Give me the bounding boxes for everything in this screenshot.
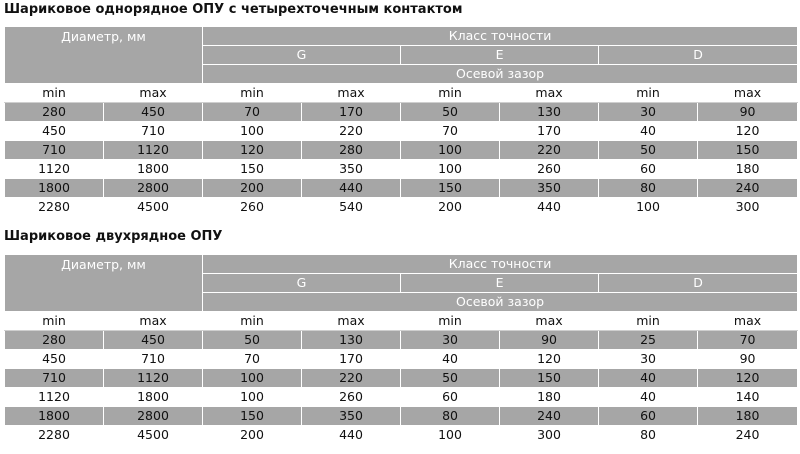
table-cell: 60 xyxy=(599,160,698,179)
table-cell: 120 xyxy=(698,369,798,388)
min-max-header: min xyxy=(599,312,698,331)
table-cell: 2800 xyxy=(104,407,203,426)
table-cell: 180 xyxy=(500,388,599,407)
diameter-header: Диаметр, мм xyxy=(5,255,203,312)
min-max-row xyxy=(5,84,798,103)
table-cell: 100 xyxy=(401,141,500,160)
table-cell: 40 xyxy=(599,369,698,388)
table-cell: 280 xyxy=(5,103,104,122)
table-row xyxy=(5,103,798,122)
table-cell: 2280 xyxy=(5,426,104,445)
table-cell: 280 xyxy=(5,331,104,350)
table-cell: 710 xyxy=(5,141,104,160)
table-cell: 70 xyxy=(203,350,302,369)
table-cell: 240 xyxy=(698,426,798,445)
table-cell: 150 xyxy=(203,160,302,179)
table-cell: 60 xyxy=(401,388,500,407)
table-cell: 180 xyxy=(698,160,798,179)
table-cell: 30 xyxy=(599,103,698,122)
table-cell: 350 xyxy=(302,407,401,426)
table-cell: 1800 xyxy=(104,160,203,179)
table-cell: 440 xyxy=(302,426,401,445)
table-cell: 100 xyxy=(599,198,698,217)
min-max-header: max xyxy=(302,84,401,103)
table-cell: 1800 xyxy=(5,179,104,198)
table-cell: 100 xyxy=(401,160,500,179)
class-header: G xyxy=(203,274,401,293)
table-cell: 170 xyxy=(500,122,599,141)
min-max-header: max xyxy=(104,312,203,331)
class-header: G xyxy=(203,46,401,65)
min-max-header: min xyxy=(401,84,500,103)
table-cell: 80 xyxy=(599,179,698,198)
min-max-header: max xyxy=(500,312,599,331)
table-1-title: Шариковое однорядное ОПУ с четырехточечным контактом xyxy=(4,2,463,17)
table-row xyxy=(5,198,798,217)
table-cell: 150 xyxy=(500,369,599,388)
table-cell: 710 xyxy=(104,122,203,141)
table-cell: 1800 xyxy=(104,388,203,407)
table-cell: 150 xyxy=(698,141,798,160)
table-cell: 50 xyxy=(401,103,500,122)
table-cell: 4500 xyxy=(104,426,203,445)
table-cell: 170 xyxy=(302,103,401,122)
table-cell: 1120 xyxy=(104,369,203,388)
min-max-header: min xyxy=(5,312,104,331)
table-row xyxy=(5,160,798,179)
table-cell: 240 xyxy=(500,407,599,426)
table-cell: 1120 xyxy=(5,160,104,179)
min-max-header: min xyxy=(203,84,302,103)
table-cell: 2280 xyxy=(5,198,104,217)
table-row xyxy=(5,369,798,388)
table-cell: 70 xyxy=(401,122,500,141)
table-cell: 30 xyxy=(599,350,698,369)
min-max-header: max xyxy=(302,312,401,331)
table-cell: 40 xyxy=(599,122,698,141)
table-cell: 60 xyxy=(599,407,698,426)
table-cell: 260 xyxy=(302,388,401,407)
min-max-header: min xyxy=(401,312,500,331)
min-max-header: max xyxy=(500,84,599,103)
min-max-header: min xyxy=(203,312,302,331)
table-cell: 100 xyxy=(203,122,302,141)
table-cell: 80 xyxy=(401,407,500,426)
table-cell: 100 xyxy=(401,426,500,445)
min-max-header: min xyxy=(5,84,104,103)
table-cell: 40 xyxy=(401,350,500,369)
table-cell: 240 xyxy=(698,179,798,198)
table-cell: 450 xyxy=(104,331,203,350)
table-cell: 350 xyxy=(500,179,599,198)
table-cell: 80 xyxy=(599,426,698,445)
table-row xyxy=(5,407,798,426)
table-cell: 220 xyxy=(302,369,401,388)
table-cell: 90 xyxy=(698,103,798,122)
table-cell: 50 xyxy=(599,141,698,160)
table-cell: 220 xyxy=(500,141,599,160)
table-cell: 120 xyxy=(500,350,599,369)
table-cell: 260 xyxy=(500,160,599,179)
table-1 xyxy=(4,26,798,217)
table-cell: 90 xyxy=(500,331,599,350)
table-cell: 150 xyxy=(203,407,302,426)
table-cell: 140 xyxy=(698,388,798,407)
table-cell: 130 xyxy=(500,103,599,122)
table-cell: 710 xyxy=(5,369,104,388)
table-cell: 70 xyxy=(698,331,798,350)
table-cell: 200 xyxy=(401,198,500,217)
table-cell: 100 xyxy=(203,369,302,388)
table-cell: 120 xyxy=(698,122,798,141)
table-cell: 300 xyxy=(698,198,798,217)
class-header: D xyxy=(599,274,798,293)
class-header: D xyxy=(599,46,798,65)
table-cell: 450 xyxy=(5,350,104,369)
table-cell: 540 xyxy=(302,198,401,217)
table-cell: 2800 xyxy=(104,179,203,198)
table-cell: 300 xyxy=(500,426,599,445)
accuracy-class-header: Класс точности xyxy=(203,255,798,274)
table-cell: 50 xyxy=(401,369,500,388)
table-cell: 150 xyxy=(401,179,500,198)
axial-clearance-header: Осевой зазор xyxy=(203,65,798,84)
class-header: E xyxy=(401,46,599,65)
table-cell: 450 xyxy=(104,103,203,122)
table-cell: 30 xyxy=(401,331,500,350)
min-max-header: min xyxy=(599,84,698,103)
table-row xyxy=(5,388,798,407)
table-2 xyxy=(4,254,798,445)
class-header: E xyxy=(401,274,599,293)
table-cell: 4500 xyxy=(104,198,203,217)
table-cell: 440 xyxy=(302,179,401,198)
table-cell: 90 xyxy=(698,350,798,369)
table-row xyxy=(5,350,798,369)
table-cell: 350 xyxy=(302,160,401,179)
table-cell: 200 xyxy=(203,426,302,445)
min-max-row xyxy=(5,312,798,331)
table-cell: 710 xyxy=(104,350,203,369)
table-cell: 70 xyxy=(203,103,302,122)
table-cell: 1120 xyxy=(5,388,104,407)
table-2-title: Шариковое двухрядное ОПУ xyxy=(4,229,223,244)
diameter-header: Диаметр, мм xyxy=(5,27,203,84)
table-cell: 440 xyxy=(500,198,599,217)
table-cell: 450 xyxy=(5,122,104,141)
table-cell: 120 xyxy=(203,141,302,160)
header-row xyxy=(5,255,798,274)
table-row xyxy=(5,331,798,350)
table-row xyxy=(5,426,798,445)
table-row xyxy=(5,122,798,141)
table-cell: 130 xyxy=(302,331,401,350)
table-cell: 280 xyxy=(302,141,401,160)
table-cell: 1800 xyxy=(5,407,104,426)
min-max-header: max xyxy=(698,312,798,331)
table-row xyxy=(5,179,798,198)
axial-clearance-header: Осевой зазор xyxy=(203,293,798,312)
min-max-header: max xyxy=(698,84,798,103)
table-cell: 170 xyxy=(302,350,401,369)
table-cell: 180 xyxy=(698,407,798,426)
table-row xyxy=(5,141,798,160)
table-cell: 50 xyxy=(203,331,302,350)
table-cell: 200 xyxy=(203,179,302,198)
table-cell: 1120 xyxy=(104,141,203,160)
table-cell: 25 xyxy=(599,331,698,350)
header-row xyxy=(5,27,798,46)
table-cell: 220 xyxy=(302,122,401,141)
min-max-header: max xyxy=(104,84,203,103)
accuracy-class-header: Класс точности xyxy=(203,27,798,46)
table-cell: 100 xyxy=(203,388,302,407)
table-cell: 40 xyxy=(599,388,698,407)
table-cell: 260 xyxy=(203,198,302,217)
